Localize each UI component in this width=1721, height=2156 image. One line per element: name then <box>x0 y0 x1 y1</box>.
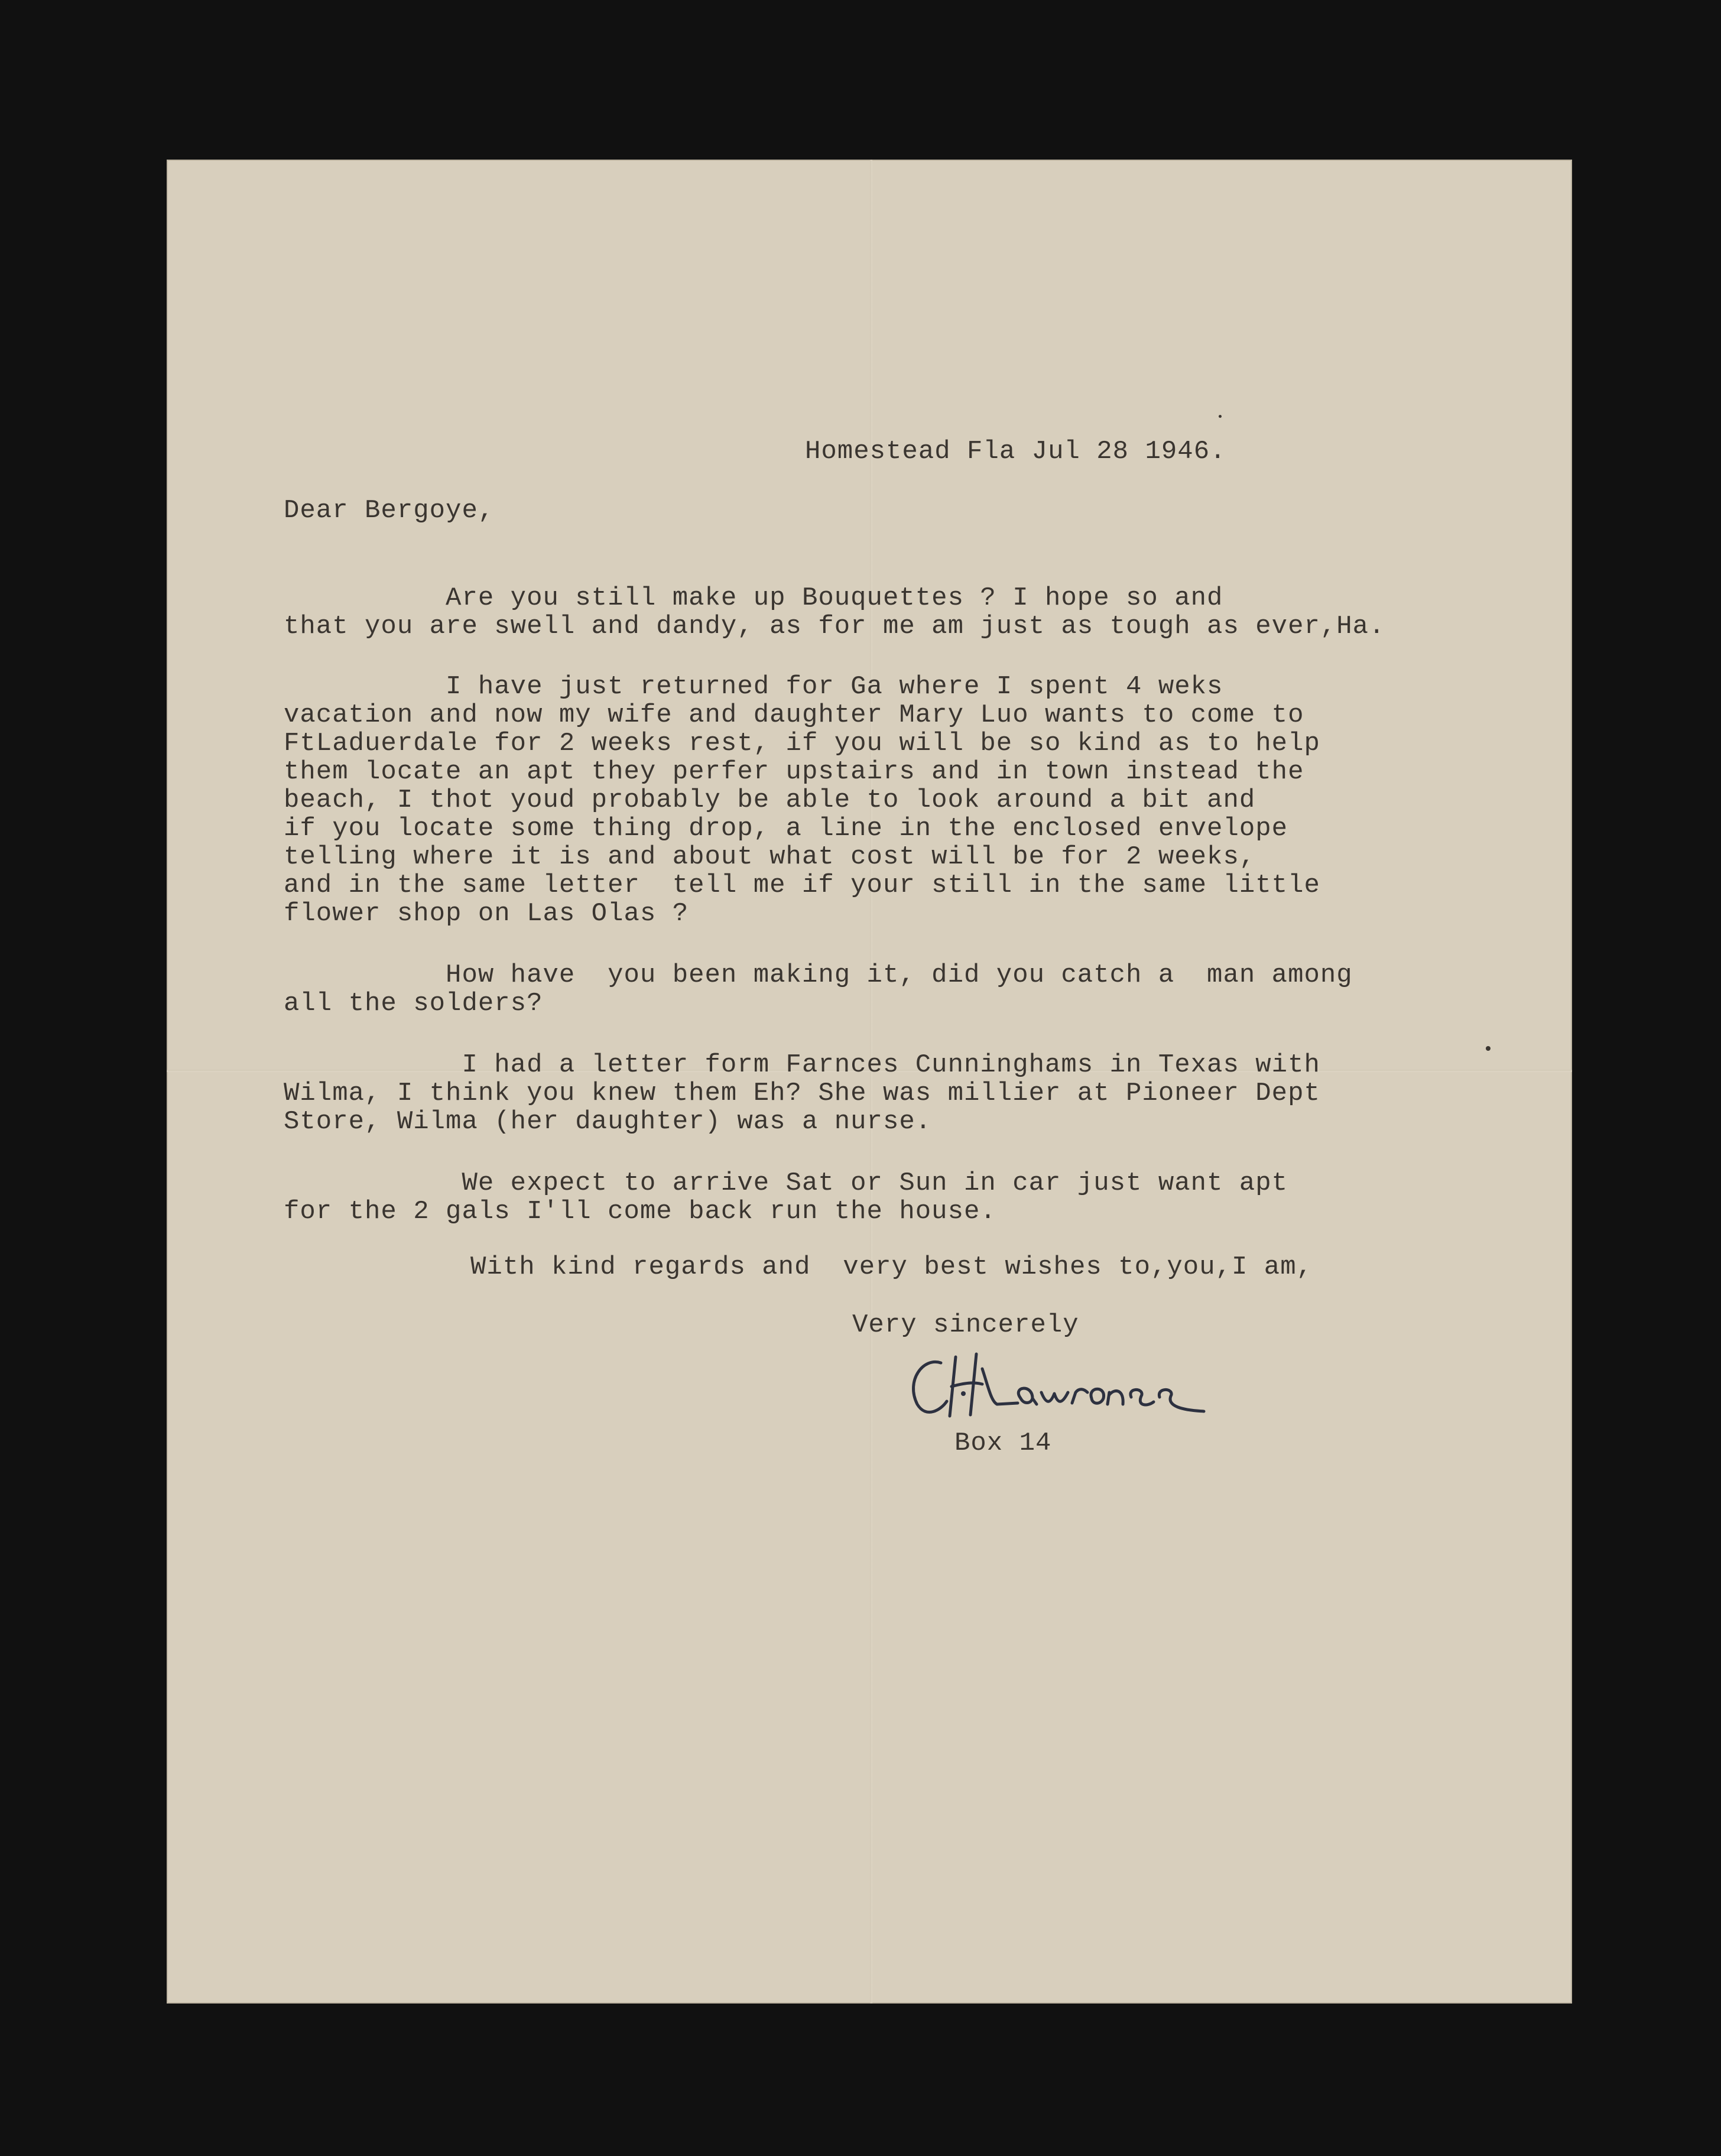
letter-salutation: Dear Bergoye, <box>284 496 495 525</box>
ink-speck <box>1486 1046 1491 1051</box>
ink-speck <box>1219 415 1222 418</box>
letter-paragraph-1: Are you still make up Bouquettes ? I hope so and that you are swell and dandy, as for me am just as tough as ever,Ha. <box>284 583 1385 641</box>
letter-paragraph-4: I had a letter form Farnces Cunninghams in Texas with Wilma, I think you knew them Eh? She was millier at Pioneer Dept Store, Wilma (her daughter) was a nurse. <box>284 1050 1320 1137</box>
letter-paragraph-5: We expect to arrive Sat or Sun in car just want apt for the 2 gals I'll come back run the house. <box>284 1168 1288 1226</box>
letter-paper <box>167 160 1572 2004</box>
letter-closing: With kind regards and very best wishes to,you,I am, <box>470 1252 1313 1282</box>
letter-dateline: Homestead Fla Jul 28 1946. <box>805 437 1226 466</box>
letter-paragraph-2: I have just returned for Ga where I spent 4 weks vacation and now my wife and daughter Mary Luo wants to come to FtLaduerdale for 2 weeks rest, if you will be so kind as to help them locate an apt they perfer upstairs and in town instead the beach, I thot youd probably be able to look around a bit and if you locate some thing drop, a line in the enclosed envelope telling where it is and about what cost will be for 2 weeks, and in the same letter tell me if your still in the same little flower shop on Las Olas ? <box>284 672 1320 928</box>
letter-box-number: Box 14 <box>954 1428 1052 1458</box>
handwritten-signature <box>900 1345 1207 1428</box>
letter-paragraph-3: How have you been making it, did you catch a man among all the solders? <box>284 960 1353 1018</box>
letter-complimentary-close: Very sincerely <box>852 1310 1079 1340</box>
